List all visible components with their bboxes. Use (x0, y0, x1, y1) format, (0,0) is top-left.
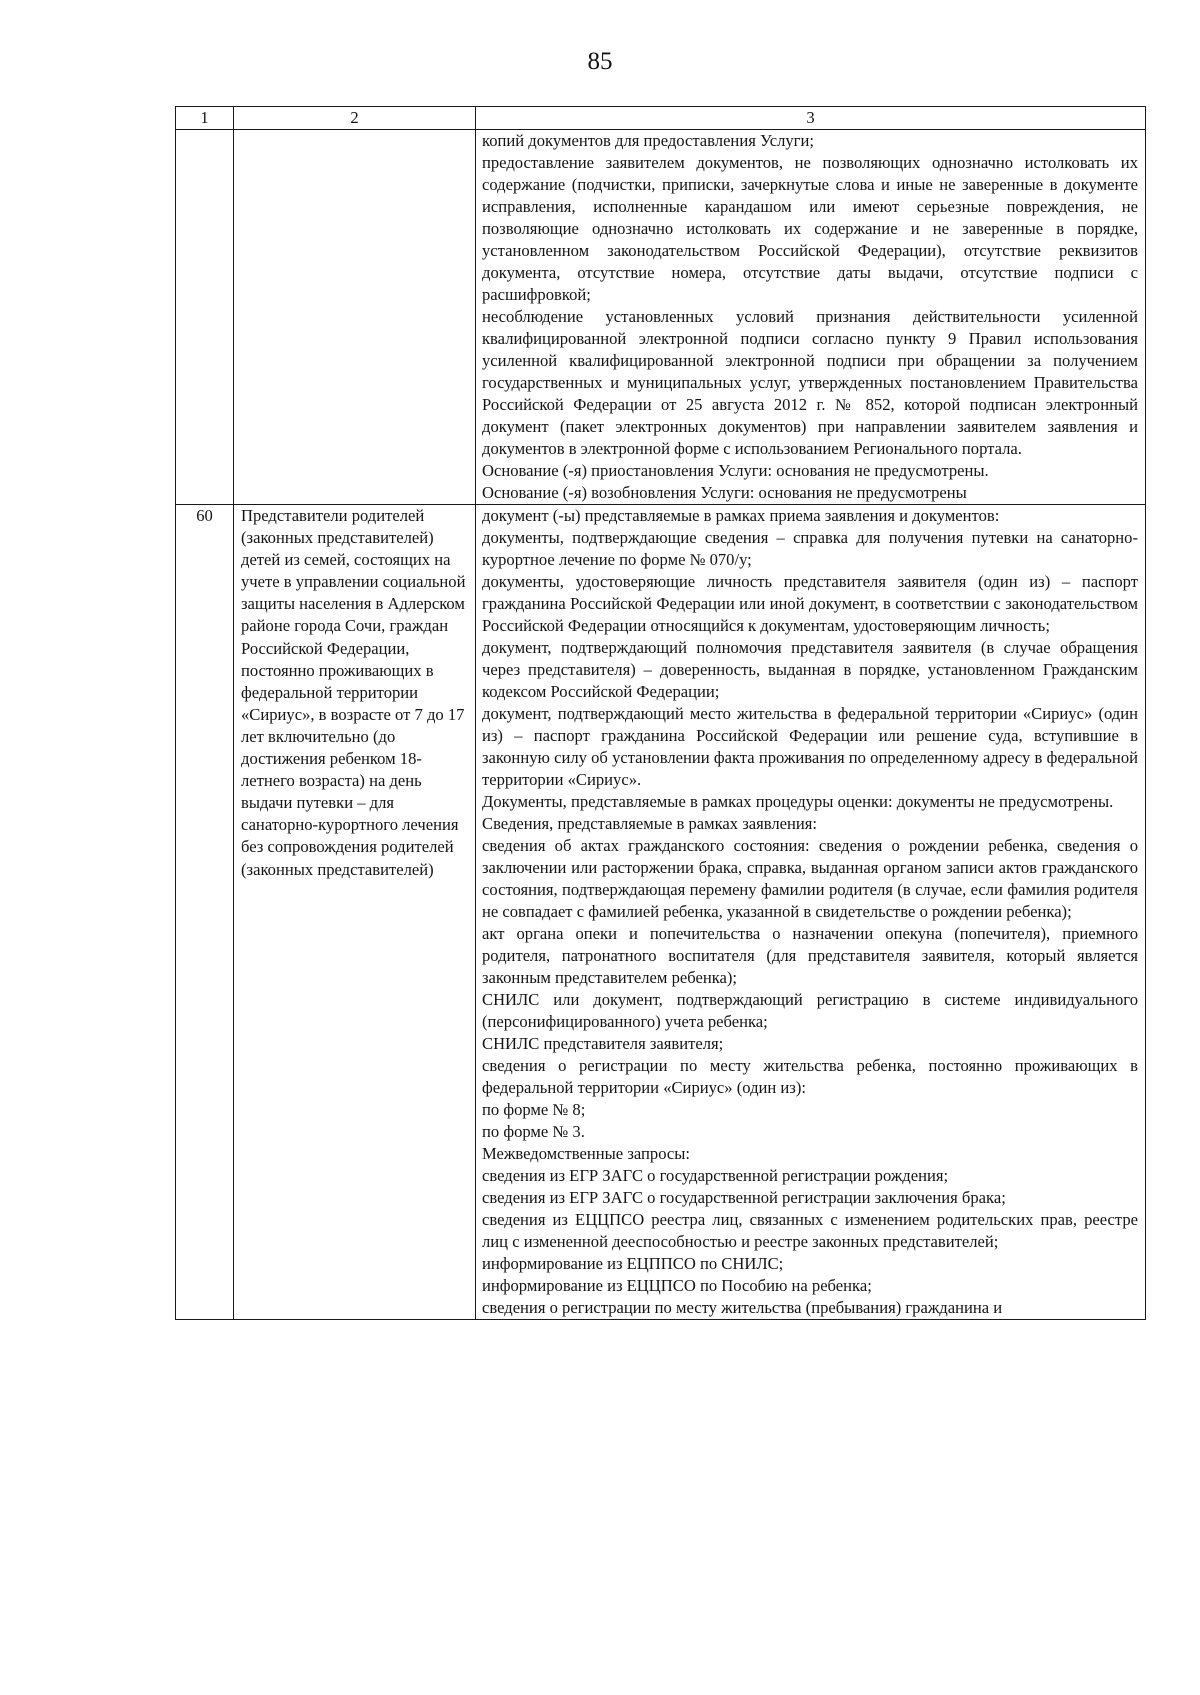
content-line: Основание (-я) возобновления Услуги: основания не предусмотрены (482, 483, 967, 502)
content-line: документы, подтверждающие сведения – справка для получения путевки на санаторно-курортное лечение по форме № 070/у; (482, 528, 1138, 569)
content-line: Документы, представляемые в рамках процедуры оценки: документы не предусмотрены. (482, 792, 1114, 811)
content-line: информирование из ЕЦППСО по СНИЛС; (482, 1254, 784, 1273)
table-row-continuation (176, 130, 1146, 505)
content-line: по форме № 3. (482, 1122, 585, 1141)
content-line: сведения об актах гражданского состояния: сведения о рождении ребенка, сведения о заключении или расторжении брака, справка, выданная органом записи актов гражданского состояния, подтверждающая перемену фамилии родителя (в случае, если фамилия родителя не совпадает с фамилией ребенка, указанной в свидетельстве о рождении ребенка); (482, 836, 1138, 921)
page-number: 85 (587, 48, 613, 75)
content-line: сведения из ЕГР ЗАГС о государственной регистрации заключения брака; (482, 1188, 1006, 1207)
content-line: по форме № 8; (482, 1100, 586, 1119)
content-line: информирование из ЕЦЦПСО по Пособию на ребенка; (482, 1276, 872, 1295)
row-content-cell (476, 505, 1146, 1320)
header-col-1: 1 (176, 107, 234, 130)
content-line: предоставление заявителем документов, не позволяющих однозначно истолковать их содержание (подчистки, приписки, зачеркнутые слова и иные не заверенные в документе исправления, исполненные карандашом или имеют серьезные повреждения, не позволяющие однозначно истолковать их содержание и не заверенные в порядке, установленном законодательством Российской Федерации), отсутствие реквизитов документа, отсутствие номера, отсутствие даты выдачи, отсутствие подписи с расшифровкой; (482, 153, 1138, 304)
row-description-cell (234, 130, 476, 505)
row-number-cell (176, 130, 234, 505)
table-row-60 (176, 505, 1146, 1320)
content-line: документы, удостоверяющие личность представителя заявителя (один из) – паспорт гражданина Российской Федерации или иной документ, в соответствии с законодательством Российской Федерации относящийся к документам, удостоверяющим личность; (482, 572, 1138, 635)
row-content-cell (476, 130, 1146, 505)
content-line: документ (-ы) представляемые в рамках приема заявления и документов: (482, 506, 1000, 525)
content-line: акт органа опеки и попечительства о назначении опекуна (попечителя), приемного родителя, патронатного воспитателя (для представителя заявителя, который является законным представителем ребенка); (482, 924, 1138, 987)
content-line: СНИЛС или документ, подтверждающий регистрацию в системе индивидуального (персонифицированного) учета ребенка; (482, 990, 1138, 1031)
table-header (176, 107, 1146, 130)
header-col-3: 3 (476, 107, 1146, 130)
content-line: копий документов для предоставления Услуги; (482, 131, 814, 150)
header-row (176, 107, 1146, 130)
content-line: СНИЛС представителя заявителя; (482, 1034, 724, 1053)
content-line: Основание (-я) приостановления Услуги: основания не предусмотрены. (482, 461, 989, 480)
content-line: Межведомственные запросы: (482, 1144, 691, 1163)
content-line: несоблюдение установленных условий признания действительности усиленной квалифицированной электронной подписи согласно пункту 9 Правил использования усиленной квалифицированной электронной подписи при обращении за получением государственных и муниципальных услуг, утвержденных постановлением Правительства Российской Федерации от 25 августа 2012 г. № 852, которой подписан электронный документ (пакет электронных документов) при направлении заявителем заявления и документов в электронной форме с использованием Регионального портала. (482, 307, 1138, 458)
content-line: сведения из ЕЦЦПСО реестра лиц, связанных с изменением родительских прав, реестре лиц с измененной дееспособностью и реестре законных представителей; (482, 1210, 1138, 1251)
content-line: Сведения, представляемые в рамках заявления: (482, 814, 818, 833)
row-description-cell: Представители родителей (законных представителей) детей из семей, состоящих на учете в управлении социальной защиты населения в Адлерском районе города Сочи, граждан Российской Федерации, постоянно проживающих в федеральной территории «Сириус», в возрасте от 7 до 17 лет включительно (до достижения ребенком 18-летнего возраста) на день выдачи путевки – для санаторно-курортного лечения без сопровождения родителей (законных представителей) (234, 505, 476, 1320)
services-table (175, 106, 1146, 1320)
row-number-cell: 60 (176, 505, 234, 1320)
content-line: документ, подтверждающий полномочия представителя заявителя (в случае обращения через представителя) – доверенность, выданная в порядке, установленном Гражданским кодексом Российской Федерации; (482, 638, 1138, 701)
content-line: сведения о регистрации по месту жительства (пребывания) гражданина и (482, 1298, 1003, 1317)
content-line: сведения о регистрации по месту жительства ребенка, постоянно проживающих в федеральной территории «Сириус» (один из): (482, 1056, 1138, 1097)
header-col-2: 2 (234, 107, 476, 130)
content-line: документ, подтверждающий место жительства в федеральной территории «Сириус» (один из) – паспорт гражданина Российской Федерации или решение суда, вступившие в законную силу об установлении факта проживания по определенному адресу в федеральной территории «Сириус». (482, 704, 1138, 789)
content-line: сведения из ЕГР ЗАГС о государственной регистрации рождения; (482, 1166, 949, 1185)
